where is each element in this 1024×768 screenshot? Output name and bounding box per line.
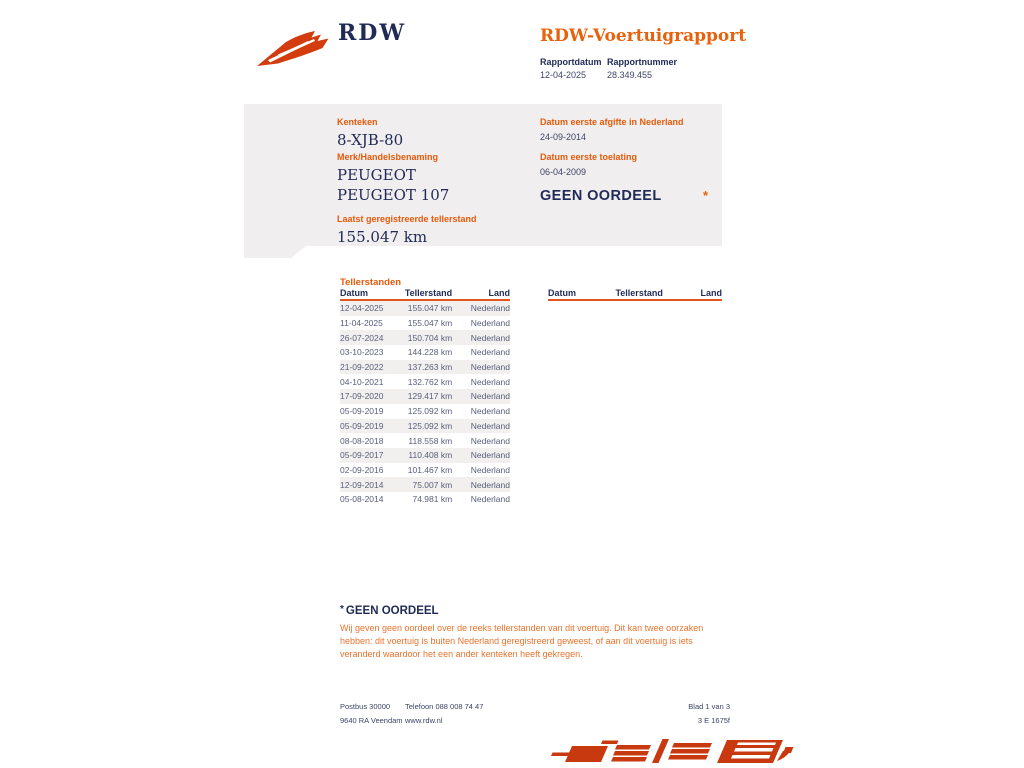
tellerstanden-heading: Tellerstanden [340, 277, 402, 288]
verdict-asterisk: * [702, 188, 708, 203]
cell-land: Nederland [470, 376, 510, 387]
rdw-logo-text: RDW [338, 20, 407, 46]
toelating-label: Datum eerste toelating [540, 152, 638, 162]
cell-land: Nederland [470, 303, 510, 314]
table-row [340, 330, 510, 345]
cell-datum: 03-10-2023 [340, 347, 384, 358]
cell-datum: 02-09-2016 [340, 464, 384, 475]
cell-datum: 04-10-2021 [340, 376, 384, 387]
cell-land: Nederland [470, 464, 510, 475]
toelating-value: 06-04-2009 [540, 167, 587, 177]
cell-land: Nederland [470, 347, 510, 358]
footnote-asterisk: * [340, 604, 344, 615]
cell-tellerstand: 155.047 km [407, 303, 453, 314]
report-date-block [540, 57, 602, 80]
cell-tellerstand: 101.467 km [407, 464, 453, 475]
column-header-land: Land [488, 288, 510, 298]
table-row [340, 360, 510, 375]
merk-value: PEUGEOT PEUGEOT 107 [337, 166, 450, 204]
cell-tellerstand: 155.047 km [407, 318, 453, 329]
tellerstanden-table-right [548, 290, 722, 301]
cell-land: Nederland [470, 391, 510, 402]
afgifte-label: Datum eerste afgifte in Nederland [540, 117, 684, 127]
afgifte-field [540, 117, 684, 142]
report-date-label: Rapportdatum [540, 57, 602, 67]
cell-tellerstand: 125.092 km [407, 406, 453, 417]
cell-land: Nederland [470, 406, 510, 417]
footer-page-info [620, 700, 730, 728]
table-header-row [340, 290, 510, 301]
merk-label: Merk/Handelsbenaming [337, 152, 439, 162]
table-header-row [548, 290, 722, 301]
verdict-footnote [340, 604, 732, 661]
verdict-text: GEEN OORDEEL [540, 188, 662, 204]
cell-land: Nederland [470, 494, 510, 505]
footer-form-code: 3 E 1675f [697, 716, 730, 725]
report-date-value: 12-04-2025 [540, 70, 587, 80]
kenteken-label: Kenteken [337, 117, 378, 127]
footer-website: www.rdw.nl [405, 716, 443, 725]
table-row [340, 301, 510, 316]
cell-tellerstand: 137.263 km [407, 362, 453, 373]
cell-land: Nederland [470, 435, 510, 446]
cell-tellerstand: 110.408 km [408, 450, 453, 461]
table-row [340, 448, 510, 463]
footer-phone: Telefoon 088 008 74 47 [405, 702, 484, 711]
table-row [340, 477, 510, 492]
merk-field [337, 152, 489, 205]
footer-contact [405, 700, 483, 728]
footer-postbus: Postbus 30000 [340, 702, 391, 711]
footnote-body: Wij geven geen oordeel over de reeks tellerstanden van dit voertuig. Dit kan twee oorzaken hebben: dit voertuig is buiten Nederland geregistreerd geweest, of aan dit voertuig is iets veranderd waardoor het een ander kenteken heeft gekregen. [340, 623, 704, 659]
tellerstanden-table-left [340, 290, 510, 507]
cell-datum: 08-08-2018 [340, 435, 384, 446]
afgifte-value: 24-09-2014 [540, 132, 587, 142]
cell-datum: 12-09-2014 [340, 479, 384, 490]
report-number-block [607, 57, 677, 80]
column-header-tellerstand: Tellerstand [615, 288, 663, 298]
cell-land: Nederland [470, 362, 510, 373]
table-row [340, 433, 510, 448]
tellerstand-value: 155.047 km [337, 228, 428, 246]
table-row [340, 316, 510, 331]
rdw-stripe-decoration-icon [545, 737, 795, 767]
tellerstand-label: Laatst geregistreerde tellerstand [337, 214, 477, 224]
column-header-tellerstand: Tellerstand [404, 288, 453, 298]
cell-datum: 17-09-2020 [340, 391, 384, 402]
cell-datum: 21-09-2022 [340, 362, 384, 373]
footer-city: 9640 RA Veendam [340, 716, 403, 725]
page-title: RDW-Voertuigrapport [540, 26, 747, 46]
table-row [340, 389, 510, 404]
toelating-field [540, 152, 637, 177]
cell-land: Nederland [470, 450, 510, 461]
table-row [340, 492, 510, 507]
cell-datum: 26-07-2024 [340, 332, 384, 343]
cell-tellerstand: 144.228 km [407, 347, 453, 358]
cell-datum: 05-08-2014 [340, 494, 384, 505]
table-row [340, 345, 510, 360]
cell-tellerstand: 75.007 km [412, 479, 453, 490]
cell-datum: 11-04-2025 [340, 318, 383, 329]
report-number-value: 28.349.455 [607, 70, 653, 80]
footer-address [340, 700, 403, 728]
cell-land: Nederland [470, 420, 510, 431]
footnote-heading [340, 604, 732, 617]
cell-datum: 05-09-2017 [340, 450, 384, 461]
kenteken-field [337, 117, 403, 151]
vehicle-summary-box [244, 104, 722, 246]
kenteken-value: 8-XJB-80 [337, 131, 404, 149]
report-number-label: Rapportnummer [607, 57, 678, 67]
column-header-land: Land [700, 288, 722, 298]
cell-tellerstand: 74.981 km [412, 494, 453, 505]
cell-tellerstand: 129.417 km [407, 391, 453, 402]
cell-datum: 12-04-2025 [340, 303, 384, 314]
cell-tellerstand: 125.092 km [407, 420, 453, 431]
tellerstand-field [337, 214, 477, 248]
cell-tellerstand: 150.704 km [407, 332, 453, 343]
cell-tellerstand: 118.558 km [408, 435, 453, 446]
cell-land: Nederland [470, 318, 510, 329]
column-header-datum: Datum [340, 288, 369, 298]
cell-datum: 05-09-2019 [340, 406, 384, 417]
rdw-wing-logo-icon [256, 25, 330, 67]
cell-tellerstand: 132.762 km [407, 376, 453, 387]
table-row [340, 419, 510, 434]
cell-datum: 05-09-2019 [340, 420, 384, 431]
table-row [340, 463, 510, 478]
table-row [340, 404, 510, 419]
table-row [340, 374, 510, 389]
column-header-datum: Datum [548, 288, 577, 298]
cell-land: Nederland [470, 332, 510, 343]
footer-page-indicator: Blad 1 van 3 [688, 702, 730, 711]
footnote-heading-text: GEEN OORDEEL [345, 605, 439, 617]
cell-land: Nederland [470, 479, 510, 490]
